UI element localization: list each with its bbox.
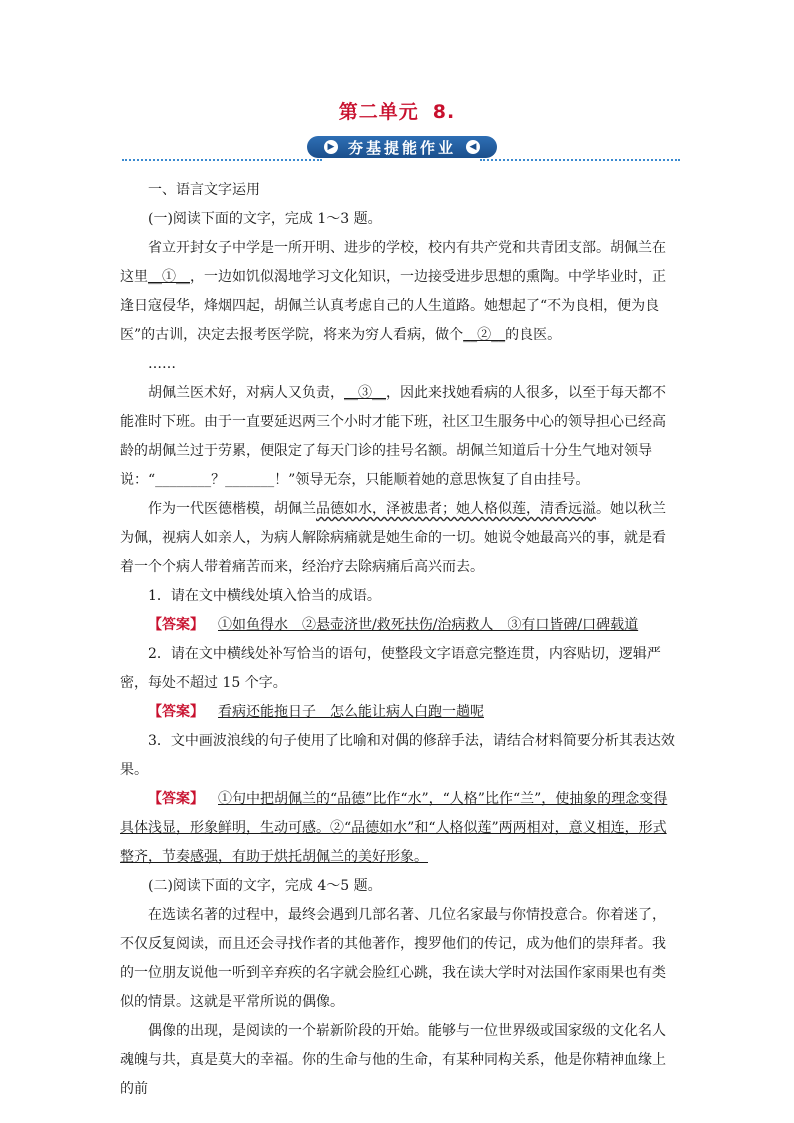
passage-paragraph-2: 胡佩兰医术好，对病人又负责，__③__，因此来找她看病的人很多，以至于每天都不能准时下班。由于一直要延迟两三个小时才能下班，社区卫生服务中心的领导担心已经高龄的胡佩兰过于劳累，便限定了每天门诊的挂号名额。胡佩兰知道后十分生气地对领导说：“________？_______！”领导无奈，只能顺着她的意思恢复了自由挂号。 — [120, 385, 666, 488]
answer-label: 【答案】 — [148, 791, 204, 807]
passage-paragraph-1: 省立开封女子中学是一所开明、进步的学校，校内有共产党和共青团支部。胡佩兰在这里__①__，一边如饥似渴地学习文化知识，一边接受进步思想的熏陶。中学毕业时，正逢日寇侵华，烽烟四起，胡佩兰认真考虑自己的人生道路。她想起了“不为良相，便为良医”的古训，决定去报考医学院，将来为穷人看病，做个__②__的良医。 — [120, 240, 666, 343]
quote-blank-1: ________ — [155, 472, 212, 488]
worksheet-body — [120, 176, 676, 1104]
blank-2: __②__ — [463, 327, 506, 343]
blank-3: __③__ — [344, 385, 386, 401]
section-heading: 一、语言文字运用 — [148, 182, 260, 198]
answer-2: 【答案】 看病还能拖日子 怎么能让病人白跑一趟呢 — [148, 704, 484, 720]
passage-instruction-1: (一)阅读下面的文字，完成 1～3 题。 — [148, 211, 382, 227]
dotted-divider-right — [480, 159, 680, 161]
answer-3: 【答案】 ①句中把胡佩兰的“品德”比作“水”，“人格”比作“兰”，使抽象的理念变得具体浅显，形象鲜明，生动可感。②“品德如水”和“人格似莲”两两相对，意义相连，形式整齐，节奏感强，有助于烘托胡佩兰的美好形象。 — [120, 791, 668, 865]
dotted-divider-left — [122, 159, 322, 161]
banner-title: 夯基提能作业 — [347, 138, 456, 157]
question-1: 1．请在文中横线处填入恰当的成语。 — [148, 588, 381, 604]
quote-blank-2: _______ — [225, 472, 275, 488]
blank-1: __①__ — [148, 269, 190, 285]
ellipsis: …… — [148, 356, 176, 372]
answer-label: 【答案】 — [148, 704, 204, 720]
question-2: 2．请在文中横线处补写恰当的语句，使整段文字语意完整连贯，内容贴切，逻辑严密，每处不超过 15 个字。 — [120, 646, 661, 691]
passage-paragraph-3: 作为一代医德楷模，胡佩兰品德如水，泽被患者；她人格似莲，清香远溢。她以秋兰为佩，视病人如亲人，为病人解除病痛就是她生命的一切。她说令她最高兴的事，就是看着一个个病人带着痛苦而来，经治疗去除病痛后高兴而去。 — [120, 501, 666, 575]
banner-pill — [307, 136, 497, 158]
question-3: 3．文中画波浪线的句子使用了比喻和对偶的修辞手法，请结合材料简要分析其表达效果。 — [120, 733, 675, 778]
lesson-number: 8. — [432, 101, 456, 123]
passage-paragraph-5: 偶像的出现，是阅读的一个崭新阶段的开始。能够与一位世界级或国家级的文化名人魂魄与共，真是莫大的幸福。你的生命与他的生命，有某种同构关系，他是你精神血缘上的前 — [120, 1023, 666, 1097]
answer-label: 【答案】 — [148, 617, 204, 633]
passage-paragraph-4: 在选读名著的过程中，最终会遇到几部名著、几位名家最与你情投意合。你着迷了，不仅反复阅读，而且还会寻找作者的其他著作，搜罗他们的传记，成为他们的崇拜者。我的一位朋友说他一听到辛弃疾的名字就会脸红心跳，我在读大学时对法国作家雨果也有类似的情景。这就是平常所说的偶像。 — [120, 907, 666, 1010]
passage-instruction-2: (二)阅读下面的文字，完成 4～5 题。 — [148, 878, 382, 894]
unit-label: 第二单元 — [338, 101, 419, 123]
page-title — [0, 97, 794, 124]
play-left-icon: ◀ — [466, 140, 480, 154]
section-banner — [122, 134, 680, 164]
play-right-icon: ▶ — [324, 140, 338, 154]
wavy-sentence: 品德如水，泽被患者；她人格似莲，清香远溢 — [316, 501, 596, 517]
answer-1: 【答案】 ①如鱼得水 ②悬壶济世/救死扶伤/治病救人 ③有口皆碑/口碑载道 — [148, 617, 639, 633]
